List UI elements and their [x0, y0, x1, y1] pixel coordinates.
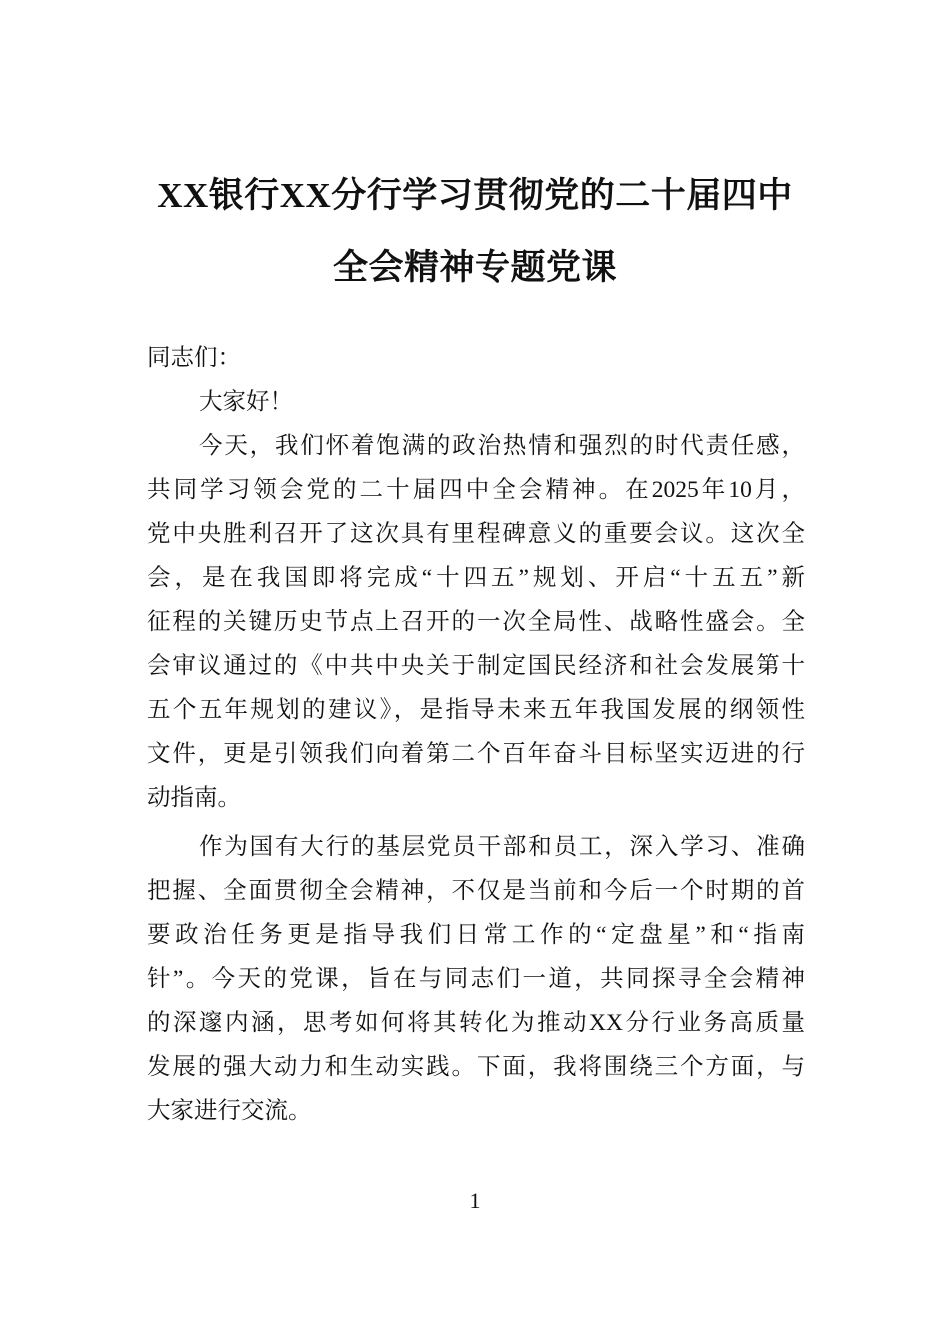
- paragraph-line: 针”。今天的党课，旨在与同志们一道，共同探寻全会精神: [147, 966, 805, 992]
- paragraph-line: 文件，更是引领我们向着第二个百年奋斗目标坚实迈进的行: [147, 741, 805, 767]
- paragraph-line: 的深邃内涵，思考如何将其转化为推动XX分行业务高质量: [147, 1010, 805, 1036]
- paragraph-line: 党中央胜利召开了这次具有里程碑意义的重要会议。这次全: [147, 521, 805, 547]
- paragraph-line: 会，是在我国即将完成“十四五”规划、开启“十五五”新: [147, 565, 805, 591]
- paragraph-line: 共同学习领会党的二十届四中全会精神。在2025年10月，: [147, 477, 805, 503]
- paragraph-line: 五个五年规划的建议》，是指导未来五年我国发展的纲领性: [147, 697, 805, 723]
- paragraph-line: 征程的关键历史节点上召开的一次全局性、战略性盛会。全: [147, 609, 805, 635]
- paragraph-line: 大家进行交流。: [147, 1098, 312, 1124]
- document-title-line-1: XX银行XX分行学习贯彻党的二十届四中: [157, 176, 793, 215]
- paragraph-line: 作为国有大行的基层党员干部和员工，深入学习、准确: [199, 834, 805, 860]
- paragraph-line: 把握、全面贯彻全会精神，不仅是当前和今后一个时期的首: [147, 878, 805, 904]
- paragraph: [147, 825, 805, 1133]
- salutation: 同志们：: [147, 345, 241, 371]
- paragraph-line: 要政治任务更是指导我们日常工作的“定盘星”和“指南: [147, 922, 805, 948]
- page-number: 1: [469, 1188, 481, 1213]
- greeting: 大家好！: [199, 389, 293, 415]
- paragraph-line: 今天，我们怀着饱满的政治热情和强烈的时代责任感，: [199, 433, 805, 459]
- paragraph-line: 会审议通过的《中共中央关于制定国民经济和社会发展第十: [147, 653, 805, 679]
- paragraph: [147, 424, 805, 820]
- paragraph-line: 发展的强大动力和生动实践。下面，我将围绕三个方面，与: [147, 1054, 805, 1080]
- document-body: [147, 336, 805, 1133]
- document-title-line-2: 全会精神专题党课: [332, 248, 617, 287]
- paragraph-line: 动指南。: [147, 785, 241, 811]
